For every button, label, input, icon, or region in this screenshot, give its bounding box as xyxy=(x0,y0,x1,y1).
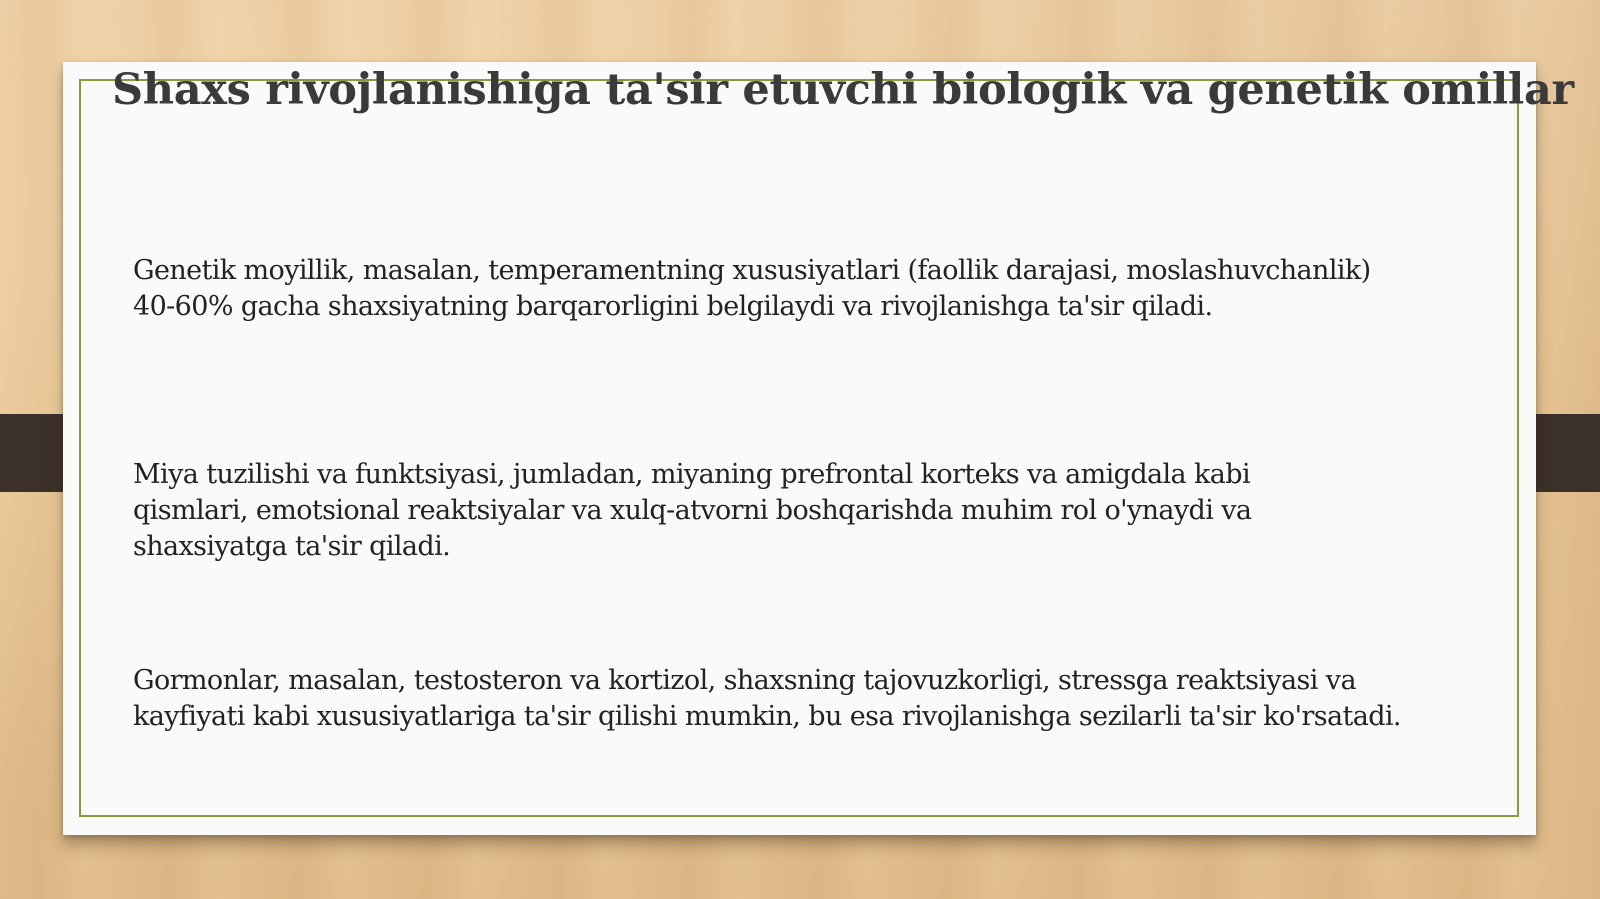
paragraph-line: kayfiyati kabi xususiyatlariga ta'sir qilishi mumkin, bu esa rivojlanishga sezilarli ta'sir ko'rsatadi. xyxy=(133,701,1401,732)
paragraph-line: Miya tuzilishi va funktsiyasi, jumladan, miyaning prefrontal korteks va amigdala kabi xyxy=(133,459,1251,490)
paragraph-line: Gormonlar, masalan, testosteron va kortizol, shaxsning tajovuzkorligi, stressga reaktsiyasi va xyxy=(133,665,1356,696)
slide-title: Shaxs rivojlanishiga ta'sir etuvchi biologik va genetik omillar xyxy=(112,65,1574,115)
paragraph-line: qismlari, emotsional reaktsiyalar va xulq-atvorni boshqarishda muhim rol o'ynaydi va xyxy=(133,495,1252,526)
paragraph-line: shaxsiyatga ta'sir qiladi. xyxy=(133,531,451,562)
paragraph-genetics xyxy=(133,253,1533,325)
paragraph-hormones xyxy=(133,663,1533,735)
paragraph-line: Genetik moyillik, masalan, temperamentning xususiyatlari (faollik darajasi, moslashuvchanlik) xyxy=(133,255,1371,286)
paragraph-line: 40-60% gacha shaxsiyatning barqarorligini belgilaydi va rivojlanishga ta'sir qiladi. xyxy=(133,291,1213,322)
paragraph-brain xyxy=(133,457,1533,565)
